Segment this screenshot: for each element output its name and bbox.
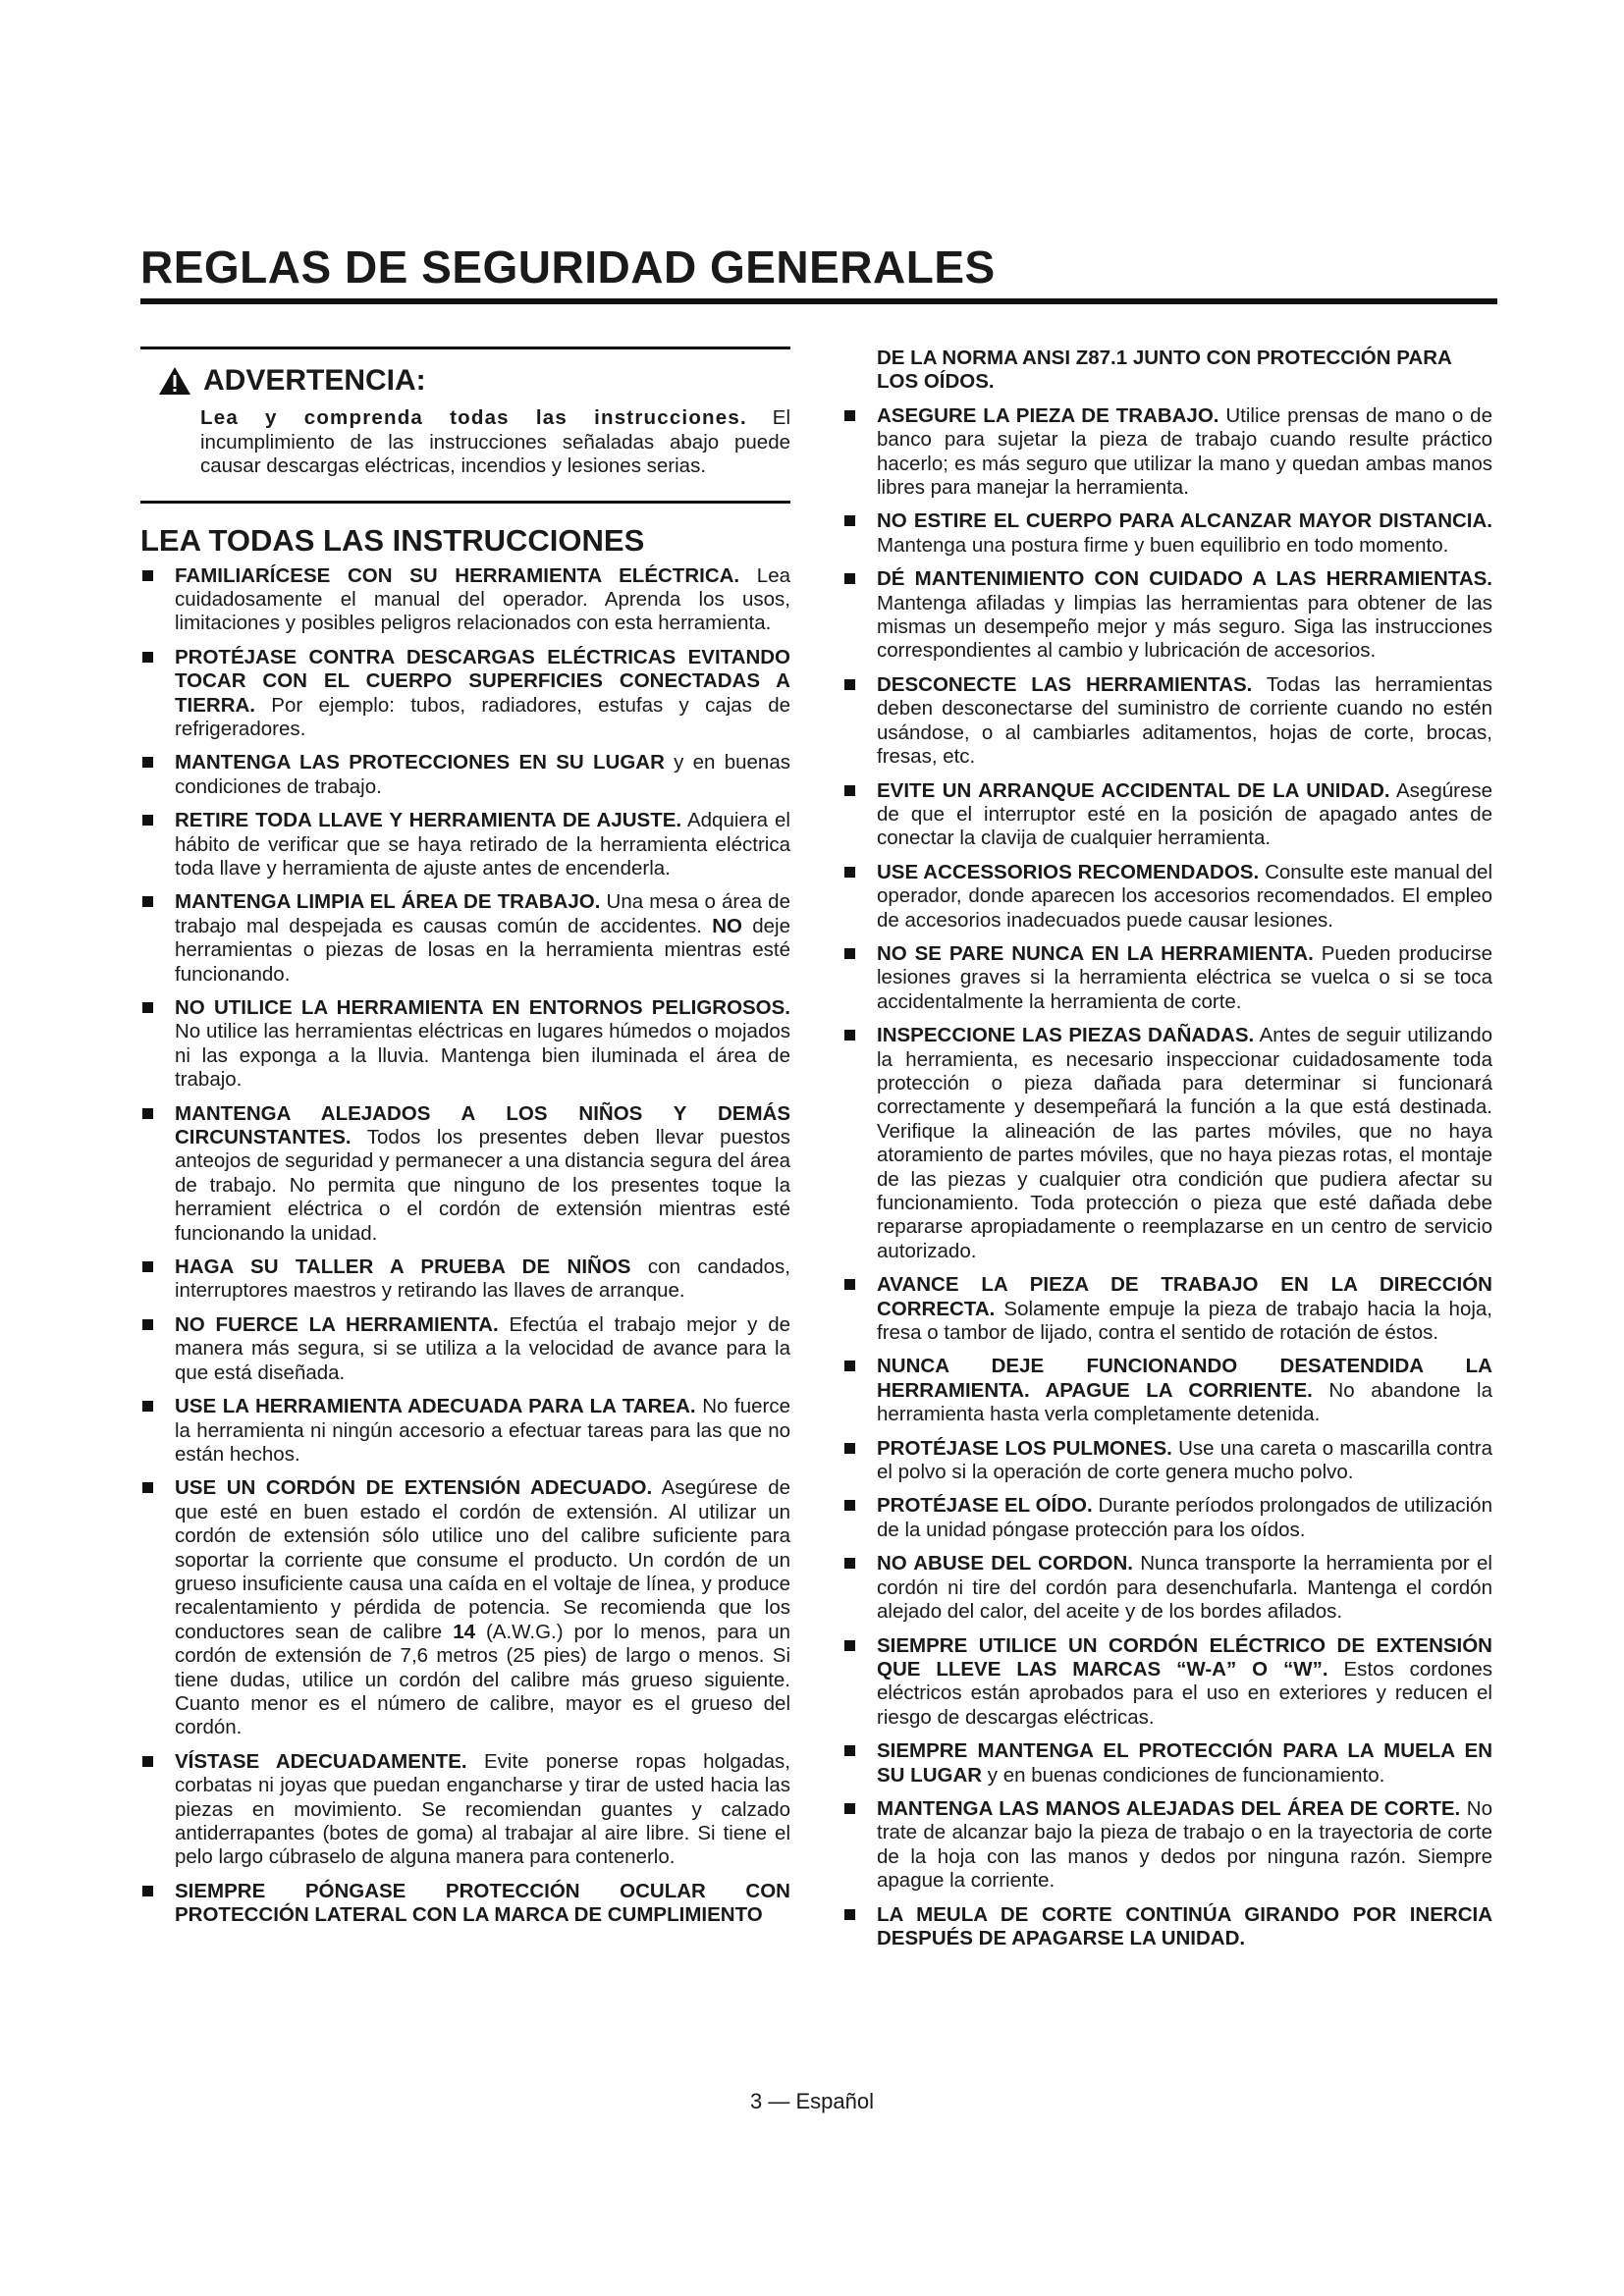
square-bullet-icon xyxy=(142,815,153,826)
rule-text: Solamente empuje la pieza de trabajo hacia la hoja, fresa o tambor de lijado, contra el sentido de rotación de éstos. xyxy=(877,1297,1492,1345)
rule-item xyxy=(842,1494,1492,1542)
square-bullet-icon xyxy=(844,1500,855,1511)
square-bullet-icon xyxy=(844,948,855,959)
rule-item xyxy=(842,567,1492,664)
square-bullet-icon xyxy=(142,1319,153,1330)
rule-heading: DESCONECTE LAS HERRAMIENTAS. xyxy=(877,672,1253,696)
rule-text: y en buenas condiciones de trabajo. xyxy=(175,751,790,798)
rule-item xyxy=(140,1313,790,1385)
rule-heading: 14 xyxy=(453,1620,475,1643)
square-bullet-icon xyxy=(844,1030,855,1041)
square-bullet-icon xyxy=(142,1482,153,1493)
rule-heading: LA MEULA DE CORTE CONTINÚA GIRANDO POR INERCIA DESPUÉS DE APAGARSE LA UNIDAD. xyxy=(877,1902,1492,1949)
rule-heading: SIEMPRE UTILICE UN CORDÓN ELÉCTRICO DE EXTENSIÓN QUE LLEVE LAS MARCAS “W-A” O “W”. xyxy=(877,1633,1492,1681)
square-bullet-icon xyxy=(844,515,855,526)
rule-item xyxy=(842,1024,1492,1263)
square-bullet-icon xyxy=(844,679,855,690)
section-title: LEA TODAS LAS INSTRUCCIONES xyxy=(140,522,645,558)
rule-item xyxy=(842,1355,1492,1426)
square-bullet-icon xyxy=(844,573,855,584)
square-bullet-icon xyxy=(844,1279,855,1290)
square-bullet-icon xyxy=(844,1558,855,1569)
square-bullet-icon xyxy=(844,1640,855,1651)
square-bullet-icon xyxy=(844,867,855,878)
rule-text: Consulte este manual del operador, donde aparecen los accesorios recomendados. El empleo de accesorios inadecuados puede causar lesiones. xyxy=(877,860,1492,932)
warning-box xyxy=(140,347,790,504)
rule-text: Una mesa o área de trabajo mal despejada es causas común de accidentes. xyxy=(175,890,790,937)
rule-text: Evite ponerse ropas holgadas, corbatas ni joyas que puedan engancharse y tirar de usted hacia las piezas en movimiento. Se recomiendan guantes y calzado antiderrapantes (botes de goma) al trabajar al aire libre. Si tiene el pelo largo cúbraselo de alguna manera para contenerlo. xyxy=(175,1749,790,1869)
rule-item xyxy=(842,942,1492,1014)
rule-text: Asegúrese de que esté en buen estado el cordón de extensión. Al utilizar un cordón de extensión sólo utilice uno del calibre suficiente para soportar la corriente que consume el producto. Un cordón de un grueso insuficiente causa una caída en el voltaje de línea, y produce recalentamiento y pérdida de potencia. Se recomienda que los conductores sean de calibre xyxy=(175,1476,790,1643)
rule-heading: PROTÉJASE LOS PULMONES. xyxy=(877,1436,1172,1460)
square-bullet-icon xyxy=(142,1401,153,1412)
rule-heading: DÉ MANTENIMIENTO CON CUIDADO A LAS HERRAMIENTAS. xyxy=(877,567,1492,591)
rule-item xyxy=(842,673,1492,770)
rule-heading: MANTENGA LIMPIA EL ÁREA DE TRABAJO. xyxy=(175,890,601,914)
rule-heading: PROTÉJASE EL OÍDO. xyxy=(877,1494,1093,1518)
rule-heading: MANTENGA LAS PROTECCIONES EN SU LUGAR xyxy=(175,751,665,774)
square-bullet-icon xyxy=(142,757,153,768)
rule-item xyxy=(842,1739,1492,1788)
rule-item xyxy=(140,564,790,636)
rule-text: deje herramientas o piezas de losas en la herramienta mientras esté funcionando. xyxy=(175,914,790,986)
square-bullet-icon xyxy=(142,1108,153,1119)
rule-heading: MANTENGA ALEJADOS A LOS NIÑOS Y DEMÁS CIRCUNSTANTES. xyxy=(175,1101,790,1149)
rule-heading: RETIRE TODA LLAVE Y HERRAMIENTA DE AJUSTE. xyxy=(175,809,682,832)
warning-text xyxy=(200,406,790,479)
page-footer: 3 — Español xyxy=(750,2089,874,2113)
square-bullet-icon xyxy=(142,1261,153,1272)
rule-item xyxy=(842,1552,1492,1624)
square-bullet-icon xyxy=(142,1886,153,1896)
rule-text: Nunca transporte la herramienta por el cordón ni tire del cordón para desenchufarla. Mantenga el cordón alejado del calor, del aceite y de los bordes afilados. xyxy=(877,1552,1492,1624)
rule-item xyxy=(140,1102,790,1246)
rule-item xyxy=(140,1255,790,1304)
rule-heading: USE LA HERRAMIENTA ADECUADA PARA LA TAREA. xyxy=(175,1395,696,1418)
rule-item xyxy=(140,1880,790,1928)
rule-heading: SIEMPRE MANTENGA EL PROTECCIÓN PARA LA MUELA EN SU LUGAR xyxy=(877,1739,1492,1787)
rule-heading: USE ACCESSORIOS RECOMENDADOS. xyxy=(877,860,1260,883)
rule-heading: NO FUERCE LA HERRAMIENTA. xyxy=(175,1312,499,1336)
square-bullet-icon xyxy=(844,785,855,796)
rule-text: Todas las herramientas deben desconectarse del suministro de corriente cuando no estén usándose, o al cambiarles aditamentos, hojas de corte, brocas, fresas, etc. xyxy=(877,672,1492,769)
rule-item xyxy=(842,404,1492,501)
right-rules-list xyxy=(842,404,1492,1951)
rule-item xyxy=(140,1750,790,1870)
rule-heading: NO UTILICE LA HERRAMIENTA EN ENTORNOS PELIGROSOS. xyxy=(175,996,790,1019)
rule-text: (A.W.G.) por lo menos, para un cordón de extensión de 7,6 metros (25 pies) de largo o menos. Si tiene dudas, utilice un cordón del calibre más grueso siguiente. Cuanto menor es el número de calibre, mayor es el grueso del cordón. xyxy=(175,1620,790,1739)
rule-heading: PROTÉJASE CONTRA DESCARGAS ELÉCTRICAS EVITANDO TOCAR CON EL CUERPO SUPERFICIES CONECTADAS A TIERRA. xyxy=(175,645,790,717)
square-bullet-icon xyxy=(844,1443,855,1454)
rule-heading: AVANCE LA PIEZA DE TRABAJO EN LA DIRECCIÓN CORRECTA. xyxy=(877,1273,1492,1320)
rule-text: Durante períodos prolongados de utilización de la unidad póngase protección para los oídos. xyxy=(877,1494,1492,1541)
rule-heading: INSPECCIONE LAS PIEZAS DAÑADAS. xyxy=(877,1024,1255,1047)
warning-triangle-icon xyxy=(158,366,191,396)
rule-item xyxy=(842,1634,1492,1731)
rule-heading: NO ESTIRE EL CUERPO PARA ALCANZAR MAYOR DISTANCIA. xyxy=(877,509,1492,533)
rule-item xyxy=(140,646,790,742)
rule-text: Mantenga afiladas y limpias las herramientas para obtener de las mismas un desempeño mejor y más seguro. Siga las instrucciones correspondientes al cambio y lubricación de accesorios. xyxy=(877,591,1492,663)
rule-text: Lea cuidadosamente el manual del operador. Aprenda los usos, limitaciones y posibles peligros relacionados con esta herramienta. xyxy=(175,563,790,635)
rule-heading: MANTENGA LAS MANOS ALEJADAS DEL ÁREA DE CORTE. xyxy=(877,1796,1461,1820)
rule-item xyxy=(140,809,790,881)
warning-heading xyxy=(140,363,790,399)
rule-text: Estos cordones eléctricos están aprobados para el uso en exteriores y reducen el riesgo de descargas eléctricas. xyxy=(877,1657,1492,1729)
rule-text: y en buenas condiciones de funcionamiento. xyxy=(982,1763,1385,1787)
rule-item xyxy=(842,1797,1492,1894)
square-bullet-icon xyxy=(844,1745,855,1756)
rule-heading: NO ABUSE DEL CORDON. xyxy=(877,1552,1133,1575)
rule-text: Todos los presentes deben llevar puestos anteojos de seguridad y permanecer a una distancia segura del área de trabajo. No permita que ninguno de los presentes toque la herramient eléctrica o el cordón de extensión mientras esté funcionando la unidad. xyxy=(175,1126,790,1245)
square-bullet-icon xyxy=(142,652,153,663)
rule-text: Pueden producirse lesiones graves si la herramienta eléctrica se vuelca o si se toca accidentalmente la herramienta de corte. xyxy=(877,941,1492,1013)
rule-text: Mantenga una postura firme y buen equilibrio en todo momento. xyxy=(877,533,1449,557)
rule-item xyxy=(842,1437,1492,1485)
square-bullet-icon xyxy=(844,1361,855,1371)
rule-item xyxy=(140,1476,790,1739)
continuation-text: DE LA NORMA ANSI Z87.1 JUNTO CON PROTECCIÓN PARA LOS OÍDOS. xyxy=(877,347,1452,394)
rule-heading: EVITE UN ARRANQUE ACCIDENTAL DE LA UNIDAD. xyxy=(877,778,1390,802)
rule-heading: NUNCA DEJE FUNCIONANDO DESATENDIDA LA HERRAMIENTA. APAGUE LA CORRIENTE. xyxy=(877,1355,1492,1402)
rule-heading: SIEMPRE PÓNGASE PROTECCIÓN OCULAR CON PROTECCIÓN LATERAL CON LA MARCA DE CUMPLIMIENTO xyxy=(175,1879,790,1927)
rule-text: Efectúa el trabajo mejor y de manera más segura, si se utiliza a la velocidad de avance para la que está diseñada. xyxy=(175,1312,790,1384)
right-column xyxy=(842,347,1492,1960)
rule-text: Asegúrese de que el interruptor esté en la posición de apagado antes de conectar la clavija de cualquier herramienta. xyxy=(877,778,1493,850)
rule-item xyxy=(842,779,1492,851)
rule-item xyxy=(140,996,790,1093)
rule-heading: FAMILIARÍCESE CON SU HERRAMIENTA ELÉCTRICA. xyxy=(175,563,740,587)
rule-text: con candados, interruptores maestros y retirando las llaves de arranque. xyxy=(175,1255,790,1303)
rule-text: No abandone la herramienta hasta verla completamente detenida. xyxy=(877,1378,1492,1426)
rule-text: Adquiera el hábito de verificar que se haya retirado de la herramienta eléctrica toda llave y herramienta de ajuste antes de encenderla. xyxy=(175,809,790,880)
rule-item xyxy=(140,1395,790,1467)
rule-text: Utilice prensas de mano o de banco para sujetar la pieza de trabajo cuando resulte práctico hacerlo; es más seguro que utilizar la mano y quedan ambas manos libres para manejar la herramienta. xyxy=(877,403,1492,500)
square-bullet-icon xyxy=(142,570,153,581)
rule-heading: ASEGURE LA PIEZA DE TRABAJO. xyxy=(877,403,1219,427)
rule-text: Por ejemplo: tubos, radiadores, estufas y cajas de refrigeradores. xyxy=(175,693,790,740)
rule-item xyxy=(842,1273,1492,1345)
page-title: REGLAS DE SEGURIDAD GENERALES xyxy=(140,241,1497,304)
rule-text: Antes de seguir utilizando la herramienta, es necesario inspeccionar cuidadosamente toda protección o pieza dañada para determinar si funcionará correctamente y desempeñará la función a la que está destinada. Verifique la alineación de las partes móviles, que no haya atoramiento de partes móviles, que no haya piezas rotas, el montaje de las piezas y cualquier otra condición que pudiera afectar su funcionamiento. Toda protección o pieza que esté dañada debe repararse apropiadamente o reemplazarse en un centro de servicio autorizado. xyxy=(877,1024,1492,1262)
rule-heading: HAGA SU TALLER A PRUEBA DE NIÑOS xyxy=(175,1255,631,1279)
rule-item xyxy=(842,1903,1492,1951)
square-bullet-icon xyxy=(142,1002,153,1013)
square-bullet-icon xyxy=(844,1803,855,1814)
left-rules-list xyxy=(140,564,790,1928)
rule-item xyxy=(140,890,790,987)
rule-text: No fuerce la herramienta ni ningún accesorio a efectuar tareas para las que no están hechos. xyxy=(175,1395,791,1466)
square-bullet-icon xyxy=(142,896,153,907)
square-bullet-icon xyxy=(142,1756,153,1767)
rule-text: No utilice las herramientas eléctricas en lugares húmedos o mojados ni las exponga a la lluvia. Mantenga bien iluminada el área de trabajo. xyxy=(175,1020,790,1092)
square-bullet-icon xyxy=(844,410,855,421)
square-bullet-icon xyxy=(844,1909,855,1920)
rule-heading: VÍSTASE ADECUADAMENTE. xyxy=(175,1749,467,1773)
rule-heading: NO xyxy=(712,914,742,937)
warning-heading-text: ADVERTENCIA: xyxy=(203,364,426,397)
rule-item xyxy=(842,509,1492,558)
rule-item xyxy=(842,861,1492,933)
rule-text: Use una careta o mascarilla contra el polvo si la operación de corte genera mucho polvo. xyxy=(877,1436,1492,1484)
warning-lead: Lea y comprenda todas las instrucciones. xyxy=(200,406,747,429)
rule-text: No trate de alcanzar bajo la pieza de trabajo o en la trayectoria de corte de la hoja con las manos y dedos por ninguna razón. Siempre apague la corriente. xyxy=(877,1796,1492,1893)
rule-heading: NO SE PARE NUNCA EN LA HERRAMIENTA. xyxy=(877,941,1314,965)
rule-heading: USE UN CORDÓN DE EXTENSIÓN ADECUADO. xyxy=(175,1476,653,1500)
warning-body: El incumplimiento de las instrucciones señaladas abajo puede causar descargas eléctricas, incendios y lesiones serias. xyxy=(200,406,790,477)
left-column xyxy=(140,347,790,1938)
rule-item xyxy=(140,751,790,799)
